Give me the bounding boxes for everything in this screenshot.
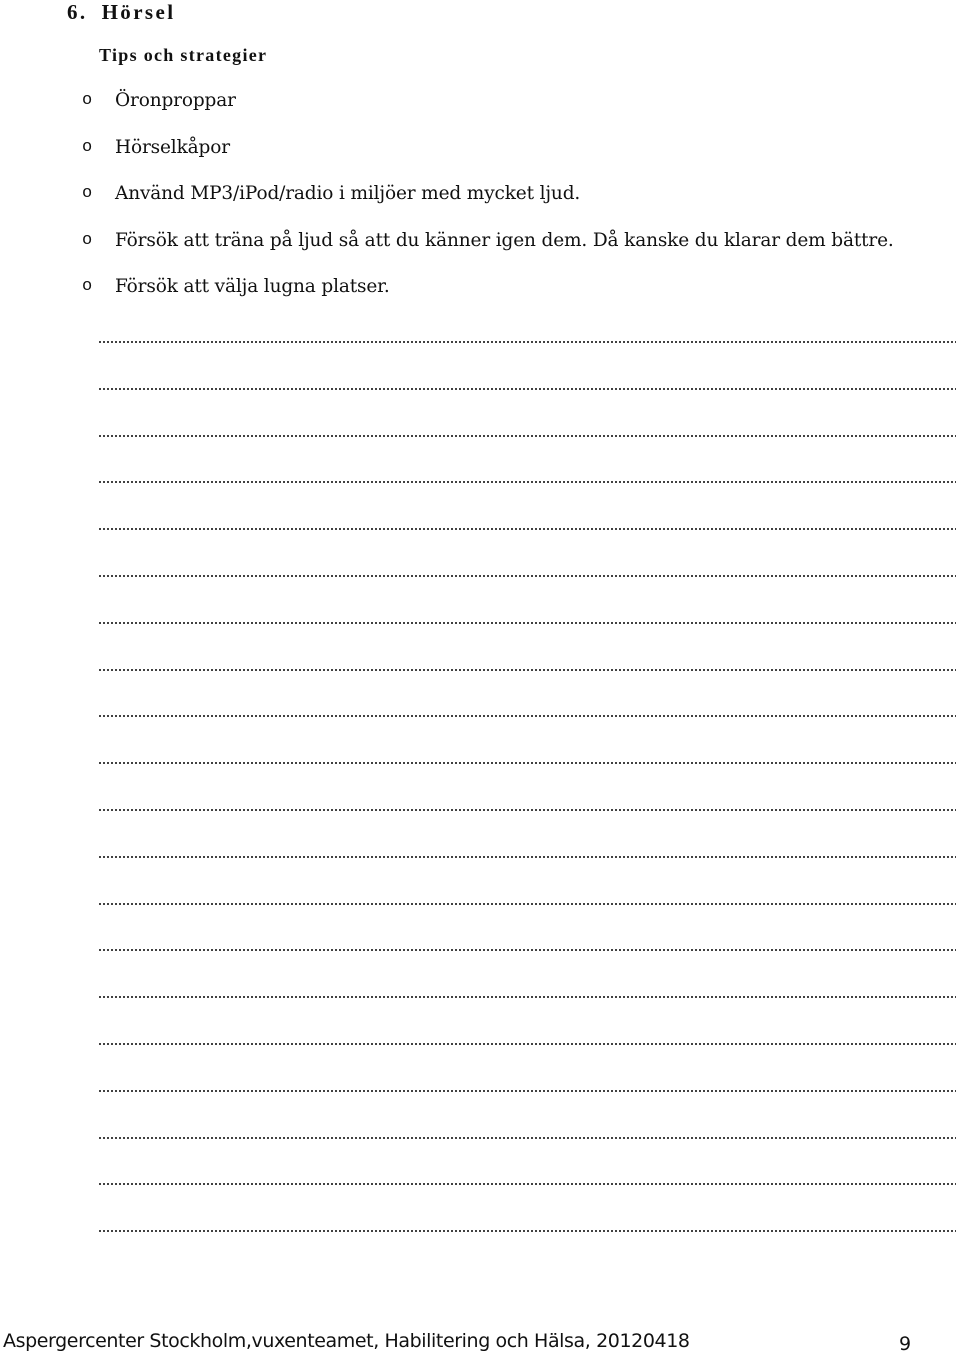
dotted-writing-line xyxy=(98,704,956,751)
bullet-icon: o xyxy=(82,184,93,203)
dotted-writing-line xyxy=(98,892,956,939)
dotted-writing-line xyxy=(98,1219,956,1266)
dotted-writing-line xyxy=(98,470,956,517)
dotted-writing-line xyxy=(98,1126,956,1173)
tips-list xyxy=(0,86,960,319)
bullet-icon: o xyxy=(82,137,93,157)
list-item xyxy=(0,86,960,133)
tip-text: Hörselkåpor xyxy=(115,136,230,158)
dotted-writing-line xyxy=(98,938,956,985)
subheading: Tips och strategier xyxy=(99,45,268,65)
dotted-writing-line xyxy=(98,751,956,798)
tip-text: Använd MP3/iPod/radio i miljöer med mycket ljud. xyxy=(115,183,581,204)
bullet-icon: o xyxy=(82,277,93,296)
list-item xyxy=(0,226,960,273)
dotted-writing-line xyxy=(98,424,956,471)
dotted-writing-line xyxy=(98,611,956,658)
dotted-writing-line xyxy=(98,658,956,705)
dotted-writing-line xyxy=(98,377,956,424)
dotted-writing-line xyxy=(98,845,956,892)
tip-text: Öronproppar xyxy=(115,90,236,111)
list-item xyxy=(0,179,960,226)
list-item xyxy=(0,133,960,180)
dotted-writing-line xyxy=(98,1032,956,1079)
section-title: Hörsel xyxy=(101,0,176,24)
footer-text: Aspergercenter Stockholm,vuxenteamet, Habilitering och Hälsa, 20120418 xyxy=(3,1330,690,1352)
dotted-writing-line xyxy=(98,1079,956,1126)
dotted-writing-line xyxy=(98,798,956,845)
tip-text: Försök att välja lugna platser. xyxy=(115,276,390,297)
dotted-writing-line xyxy=(98,564,956,611)
writing-lines xyxy=(98,330,956,1266)
tip-text: Försök att träna på ljud så att du känner igen dem. Då kanske du klarar dem bättre. xyxy=(115,229,894,251)
bullet-icon: o xyxy=(82,230,93,250)
dotted-writing-line xyxy=(98,330,956,377)
page-number: 9 xyxy=(899,1333,912,1355)
dotted-writing-line xyxy=(98,985,956,1032)
bullet-icon: o xyxy=(82,91,93,110)
list-item xyxy=(0,272,960,319)
dotted-writing-line xyxy=(98,517,956,564)
section-number: 6. xyxy=(67,0,88,24)
section-heading xyxy=(67,0,175,25)
dotted-writing-line xyxy=(98,1172,956,1219)
